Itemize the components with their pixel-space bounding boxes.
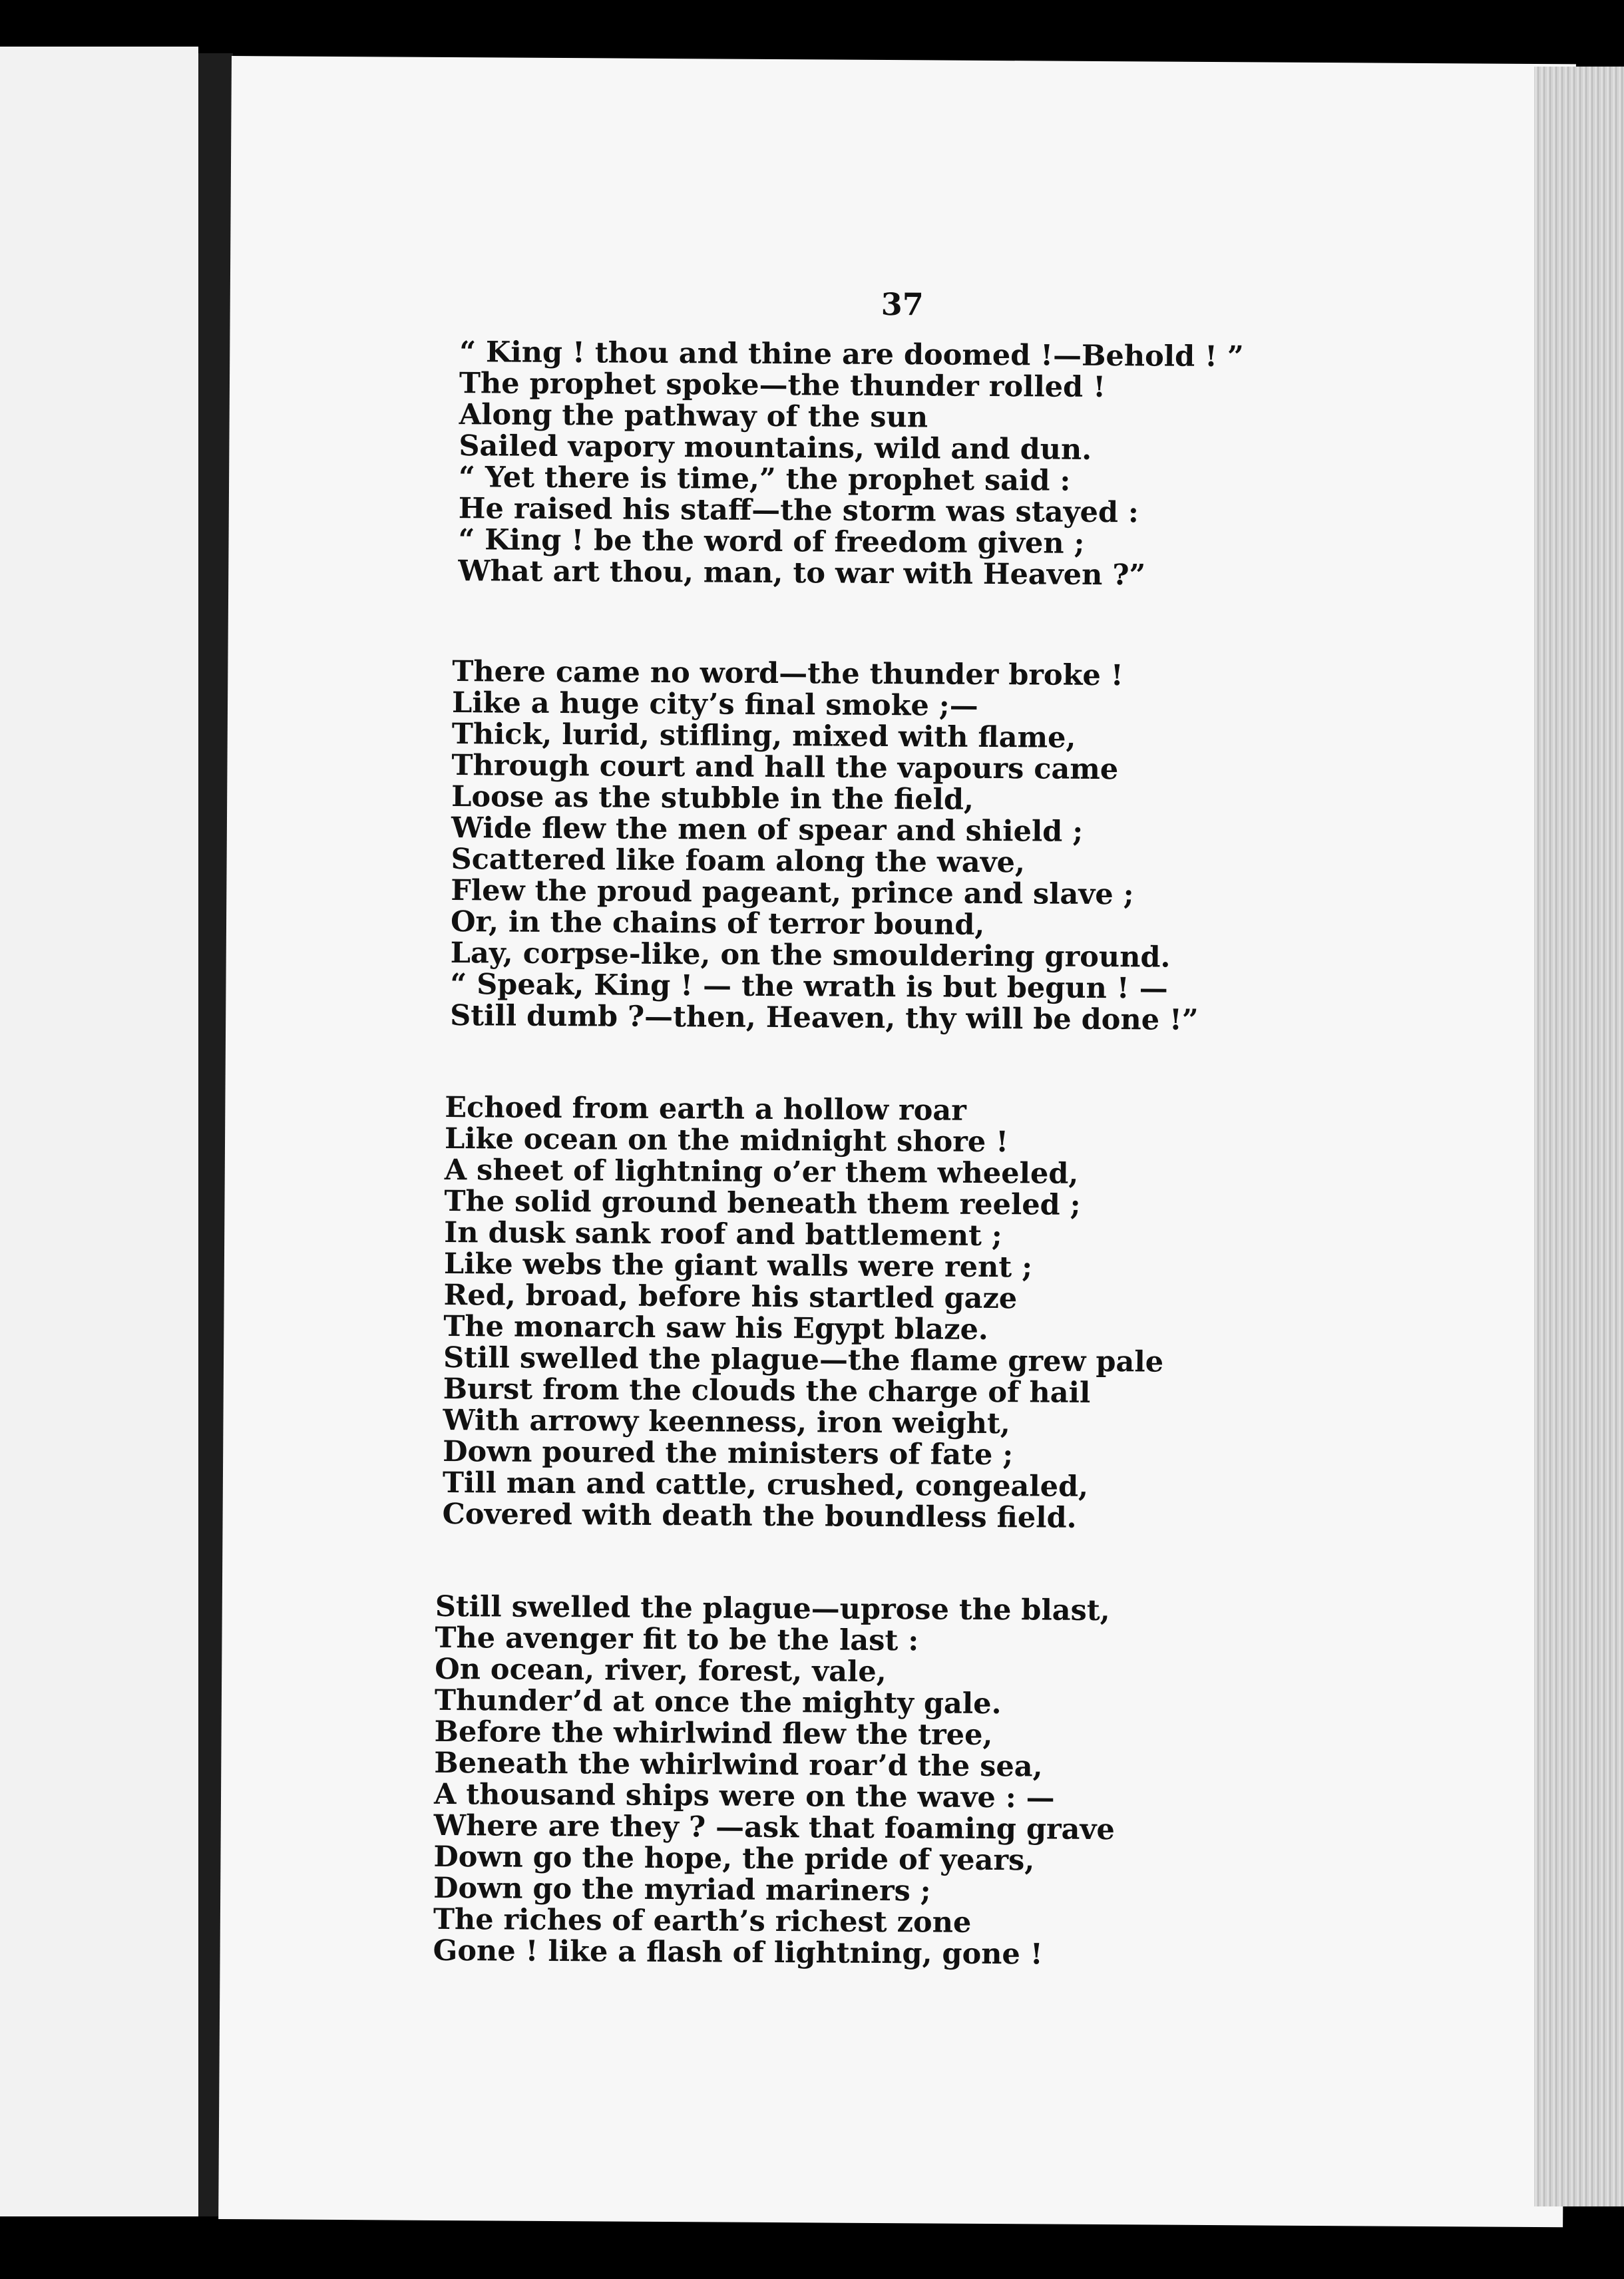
poem-line: Where are they ? —ask that foaming grave (433, 1808, 1116, 1847)
left-page-edge (0, 47, 198, 2216)
poem-line: Along the pathway of the sun (459, 398, 928, 435)
poem-line: A sheet of lightning o’er them wheeled, (444, 1153, 1079, 1191)
poem-line: “ Yet there is time,” the prophet said : (458, 461, 1071, 498)
poem-line: Sailed vapory mountains, wild and dun. (459, 429, 1092, 467)
poem-line: Like ocean on the midnight shore ! (444, 1122, 1009, 1159)
poem-line: Before the whirlwind flew the tree, (434, 1715, 993, 1753)
poem-line: The avenger fit to be the last : (435, 1621, 919, 1658)
poem-line: A thousand ships were on the wave : — (433, 1777, 1055, 1815)
poem-line: Down go the myriad mariners ; (433, 1871, 931, 1908)
poem-line: What art thou, man, to war with Heaven ?” (458, 554, 1146, 592)
poem-line: Wide flew the men of spear and shield ; (451, 811, 1084, 849)
page-stack-edge (1534, 67, 1624, 2206)
page-number: 37 (881, 286, 924, 323)
poem-line: He raised his staff—the storm was stayed : (458, 492, 1139, 530)
poem-line: Still swelled the plague—uprose the blast, (435, 1589, 1110, 1628)
poem-line: Down go the hope, the pride of years, (433, 1840, 1035, 1878)
poem-line: Lay, corpse-like, on the smouldering ground. (450, 936, 1171, 974)
poem-line: Or, in the chains of terror bound, (450, 905, 985, 942)
poem-line: The monarch saw his Egypt blaze. (443, 1309, 989, 1347)
poem-line: “ Speak, King ! — the wrath is but begun ! — (450, 968, 1168, 1006)
stanza (450, 656, 1201, 1036)
poem-line: Like a huge city’s final smoke ;— (451, 686, 978, 723)
poem-line: Thunder’d at once the mighty gale. (434, 1683, 1002, 1721)
poem-line: Like webs the giant walls were rent ; (443, 1247, 1033, 1285)
poem-line: Till man and cattle, crushed, congealed, (442, 1466, 1089, 1504)
poem-line: Thick, lurid, stifling, mixed with flame, (451, 718, 1076, 755)
poem-line: Covered with death the boundless field. (442, 1497, 1077, 1535)
poem-line: Beneath the whirlwind roar’d the sea, (434, 1746, 1043, 1784)
poem-line: On ocean, river, forest, vale, (435, 1652, 887, 1689)
poem-line: Red, broad, before his startled gaze (443, 1278, 1018, 1316)
poem-line: “ King ! be the word of freedom given ; (458, 523, 1085, 560)
stanza (442, 1092, 1165, 1535)
poem-line: The solid ground beneath them reeled ; (444, 1184, 1081, 1222)
poem-line: The prophet spoke—the thunder rolled ! (459, 367, 1106, 405)
poem-line: Gone ! like a flash of lightning, gone ! (433, 1934, 1043, 1971)
stanza (458, 337, 1244, 592)
poem-line: The riches of earth’s richest zone (433, 1902, 972, 1940)
poem-line: Burst from the clouds the charge of hail (443, 1372, 1091, 1410)
book-page (218, 56, 1576, 2227)
poem-line: Loose as the stubble in the field, (451, 780, 974, 817)
poem-line: Echoed from earth a hollow roar (445, 1090, 967, 1128)
poem-line: With arrowy keenness, iron weight, (443, 1403, 1010, 1441)
poem-line: Scattered like foam along the wave, (451, 843, 1026, 880)
poem-line: Still dumb ?—then, Heaven, thy will be done !” (450, 999, 1199, 1037)
poem-line: Still swelled the plague—the flame grew pale (443, 1341, 1164, 1379)
poem-line: “ King ! thou and thine are doomed !—Behold ! ” (459, 335, 1244, 374)
stanza (433, 1591, 1116, 1971)
poem-line: There came no word—the thunder broke ! (452, 655, 1123, 693)
poem-line: Down poured the ministers of fate ; (443, 1434, 1014, 1472)
poem-line: Flew the proud pageant, prince and slave ; (451, 874, 1134, 912)
poem-line: Through court and hall the vapours came (451, 749, 1119, 787)
poem-line: In dusk sank roof and battlement ; (444, 1215, 1002, 1253)
